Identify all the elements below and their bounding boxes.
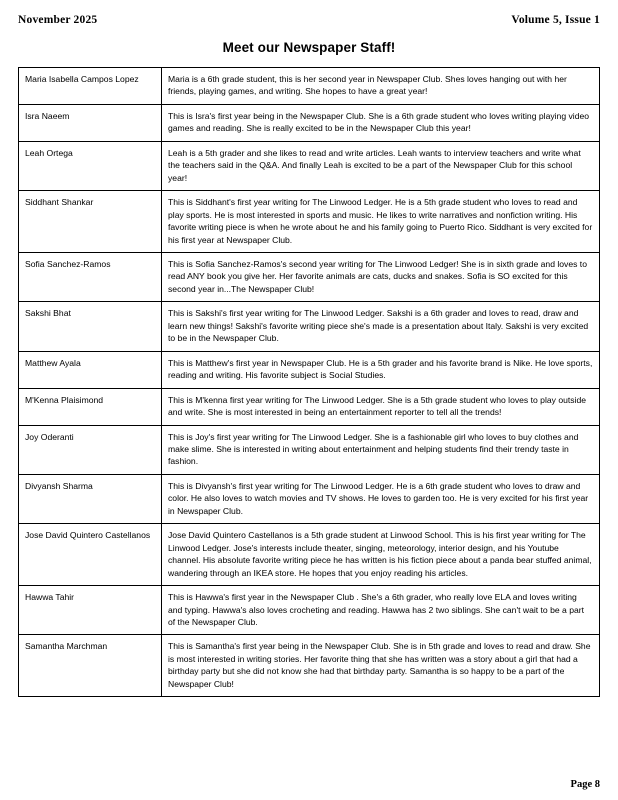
staff-name: Sofia Sanchez-Ramos: [19, 252, 162, 301]
staff-name: Siddhant Shankar: [19, 191, 162, 253]
staff-name: M'Kenna Plaisimond: [19, 388, 162, 425]
staff-name: Isra Naeem: [19, 104, 162, 141]
issue-date: November 2025: [18, 14, 98, 26]
staff-bio: This is Divyansh's first year writing for The Linwood Ledger. He is a 6th grade student who loves to draw and color. He also loves to watch movies and TV shows. He loves to garden too. He is very excited for his first year in Newspaper Club.: [162, 474, 600, 523]
page-title: Meet our Newspaper Staff!: [222, 40, 396, 55]
staff-name: Joy Oderanti: [19, 425, 162, 474]
staff-name: Jose David Quintero Castellanos: [19, 524, 162, 586]
staff-table: [18, 67, 600, 697]
issue-number: Volume 5, Issue 1: [511, 14, 600, 26]
staff-name: Divyansh Sharma: [19, 474, 162, 523]
staff-name: Sakshi Bhat: [19, 302, 162, 351]
table-row: [19, 104, 600, 141]
table-row: [19, 252, 600, 301]
table-row: [19, 191, 600, 253]
staff-bio: This is Isra's first year being in the Newspaper Club. She is a 6th grade student who loves writing playing video games and reading. She is really excited to be in the Newspaper Club this year!: [162, 104, 600, 141]
staff-bio: This is Hawwa's first year in the Newspaper Club . She's a 6th grader, who really love ELA and loves writing and typing. Hawwa's also loves crocheting and reading. Hawwa has 2 two siblings. She can't wait to be a part of the Newspaper Club.: [162, 586, 600, 635]
staff-bio: Jose David Quintero Castellanos is a 5th grade student at Linwood School. This is his first year writing for The Linwood Ledger. Jose's interests include theater, singing, meteorology, interior design, and his Youtube channel. His absolute favorite writing piece he has written is his fiction piece about a panda bear stuffed animal, wandering through an IKEA store. He hopes that you enjoy reading his articles.: [162, 524, 600, 586]
staff-bio: This is M'kenna first year writing for The Linwood Ledger. She is a 5th grade student who loves to play outside and write. She is most interested in being an entertainment reporter to tell all the trends!: [162, 388, 600, 425]
table-row: [19, 524, 600, 586]
staff-table-body: [19, 68, 600, 697]
staff-bio: This is Sakshi's first year writing for The Linwood Ledger. Sakshi is a 6th grader and loves to read, draw and learn new things! Sakshi's favorite writing piece she's made is a presentation about Italy. Sakshi is very excited to be in the Newspaper Club.: [162, 302, 600, 351]
table-row: [19, 388, 600, 425]
masthead: [18, 14, 600, 26]
staff-bio: This is Matthew's first year in Newspaper Club. He is a 5th grader and his favorite brand is Nike. He love sports, reading and writing. His favorite subject is Social Studies.: [162, 351, 600, 388]
table-row: [19, 474, 600, 523]
staff-bio: This is Samantha's first year being in the Newspaper Club. She is in 5th grade and loves to read and draw. She is most interested in writing stories. Her favorite thing that she has written was a story about a girl that had a birthday party but she did not know she had that birthday party. Samantha is so happy to be a part of the Newspaper Club!: [162, 635, 600, 697]
table-row: [19, 635, 600, 697]
staff-bio: This is Siddhant's first year writing for The Linwood Ledger. He is a 5th grade student who loves to read and play sports. He is most interested in sports and music. He likes to write narratives and nonfiction writing. His favorite writing piece is when he wrote about he and his family going to Puerto Rico. Siddhant is very excited for his first year at Newspaper Club.: [162, 191, 600, 253]
staff-name: Maria Isabella Campos Lopez: [19, 68, 162, 105]
staff-bio: Maria is a 6th grade student, this is her second year in Newspaper Club. Shes loves hanging out with her friends, playing games, and writing. She hopes to have a great year!: [162, 68, 600, 105]
staff-name: Samantha Marchman: [19, 635, 162, 697]
staff-bio: This is Joy's first year writing for The Linwood Ledger. She is a fashionable girl who loves to buy clothes and make slime. She is interested in writing about entertainment and helping students find their trendy taste in fashion.: [162, 425, 600, 474]
table-row: [19, 141, 600, 190]
table-row: [19, 302, 600, 351]
table-row: [19, 425, 600, 474]
staff-name: Leah Ortega: [19, 141, 162, 190]
table-row: [19, 68, 600, 105]
table-row: [19, 351, 600, 388]
staff-bio: This is Sofia Sanchez-Ramos's second year writing for The Linwood Ledger! She is in sixth grade and loves to read ANY book you give her. Her favorite animals are cats, ducks and snakes. Sofia is SO excited for this second year in...The Newspaper Club!: [162, 252, 600, 301]
page-number: Page 8: [570, 779, 600, 790]
staff-name: Hawwa Tahir: [19, 586, 162, 635]
staff-name: Matthew Ayala: [19, 351, 162, 388]
table-row: [19, 586, 600, 635]
staff-bio: Leah is a 5th grader and she likes to read and write articles. Leah wants to interview teachers and write what the teachers said in the Q&A. And finally Leah is excited to be a part of the Newspaper Club for this school year!: [162, 141, 600, 190]
